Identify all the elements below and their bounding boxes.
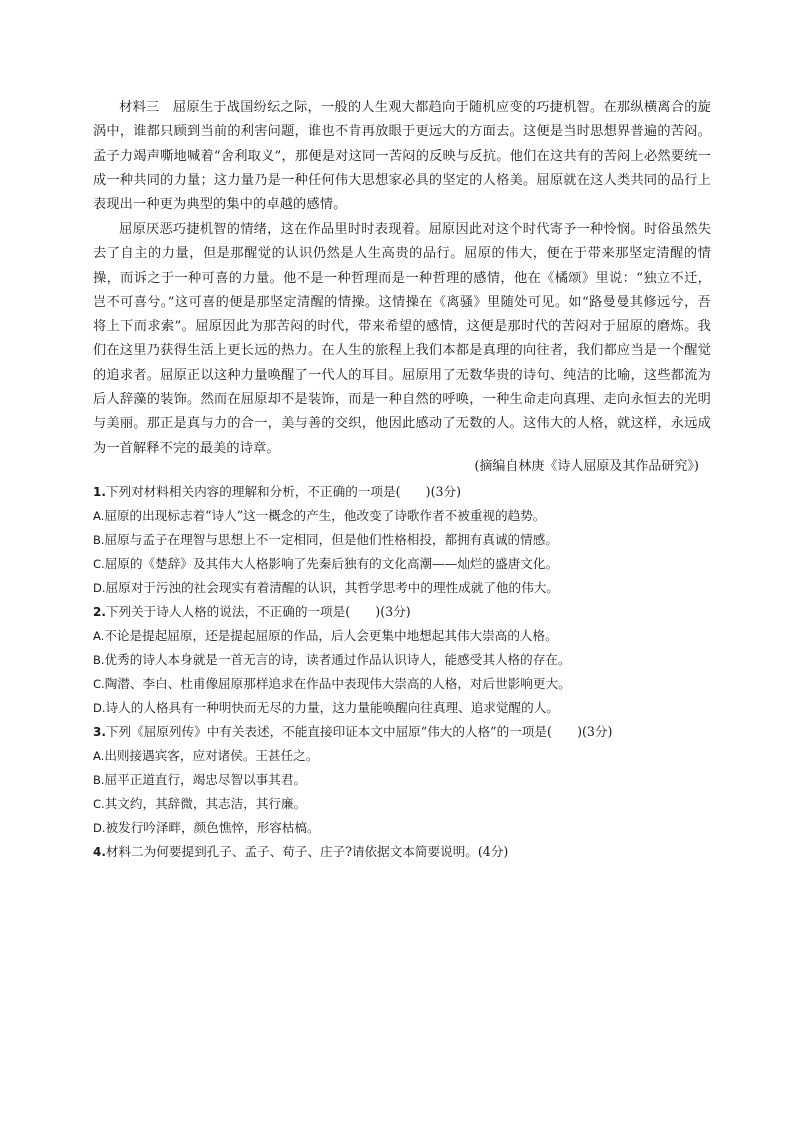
question-1-stem: 1.下列对材料相关内容的理解和分析，不正确的一项是( )(3分) xyxy=(93,484,462,499)
question-3-option-b: B.屈平正道直行，竭忠尽智以事其君。 xyxy=(93,772,307,787)
question-1-option-a: A.屈原的出现标志着“诗人”这一概念的产生，他改变了诗歌作者不被重视的趋势。 xyxy=(93,508,546,523)
question-2-option-c: C.陶潜、李白、杜甫像屈原那样追求在作品中表现伟大崇高的人格，对后世影响更大。 xyxy=(93,676,571,691)
question-1-option-d: D.屈原对于污浊的社会现实有着清醒的认识，其哲学思考中的理性成就了他的伟大。 xyxy=(93,580,559,595)
passage-paragraph-2: 屈原厌恶巧捷机智的情绪，这在作品里时时表现着。屈原因此对这个时代寄予一种怜悯。时俗虽然失去了自主的力量，但是那醒觉的认识仍然是人生高贵的品行。屈原的伟大，便在于带来那坚定清醒的情操，而诉之于一种可喜的力量。他不是一种哲理而是一种哲理的感情，他在《橘颂》里说：“独立不迁，岂不可喜兮。”这可喜的便是那坚定清醒的情操。这情操在《离骚》里随处可见。如“路曼曼其修远兮，吾将上下而求索”。屈原因此为那苦闷的时代，带来希望的感情，这便是那时代的苦闷对于屈原的磨炼。我们在这里乃获得生活上更长远的热力。在人生的旅程上我们本都是真理的向往者，我们都应当是一个醒觉的追求者。屈原正以这种力量唤醒了一代人的耳目。屈原用了无数华贵的诗句、纯洁的比喻，这些都流为后人辞藻的装饰。然而在屈原却不是装饰，而是一种自然的呼唤，一种生命走向真理、走向永恒去的光明与美丽。那正是真与力的合一，美与善的交织，他因此感动了无数的人。这伟大的人格，就这样，永远成为一首解释不完的最美的诗章。 xyxy=(93,222,711,456)
question-2-option-b: B.优秀的诗人本身就是一首无言的诗，读者通过作品认识诗人，能感受其人格的存在。 xyxy=(93,652,571,667)
question-3-option-a: A.出则接遇宾客，应对诸侯。王甚任之。 xyxy=(93,748,319,763)
question-2-option-d: D.诗人的人格具有一种明快而无尽的力量，这力量能唤醒向往真理、追求觉醒的人。 xyxy=(93,700,559,715)
question-3-stem: 3.下列《屈原列传》中有关表述，不能直接印证本文中屈原“伟大的人格”的一项是( )(3分) xyxy=(93,724,613,739)
question-1-option-b: B.屈原与孟子在理智与思想上不一定相同，但是他们性格相投，都拥有真诚的情感。 xyxy=(93,532,558,547)
question-4-stem: 4.材料二为何要提到孔子、孟子、荀子、庄子?请依据文本简要说明。(4分) xyxy=(93,844,509,859)
question-2-stem: 2.下列关于诗人人格的说法，不正确的一项是( )(3分) xyxy=(93,604,411,619)
passage-source: (摘编自林庚《诗人屈原及其作品研究》) xyxy=(474,459,699,474)
question-3-option-d: D.被发行吟泽畔，颜色憔悴，形容枯槁。 xyxy=(93,820,320,835)
question-1-option-c: C.屈原的《楚辞》及其伟大人格影响了先秦后独有的文化高潮——灿烂的盛唐文化。 xyxy=(93,556,559,571)
question-3-option-c: C.其文约，其辞微，其志洁，其行廉。 xyxy=(93,796,307,811)
question-2-option-a: A.不论是提起屈原，还是提起屈原的作品，后人会更集中地想起其伟大崇高的人格。 xyxy=(93,628,558,643)
passage-paragraph-1: 材料三 屈原生于战国纷纭之际，一般的人生观大都趋向于随机应变的巧捷机智。在那纵横离合的旋涡中，谁都只顾到当前的利害问题，谁也不肯再放眼于更远大的方面去。这便是当时思想界普遍的苦闷。孟子力竭声嘶地喊着“舍利取义”，那便是对这同一苦闷的反映与反抗。他们在这共有的苦闷上必然要统一成一种共同的力量；这力量乃是一种任何伟大思想家必具的坚定的人格美。屈原就在这人类共同的品行上表现出一种更为典型的集中的卓越的感情。 xyxy=(93,100,711,213)
